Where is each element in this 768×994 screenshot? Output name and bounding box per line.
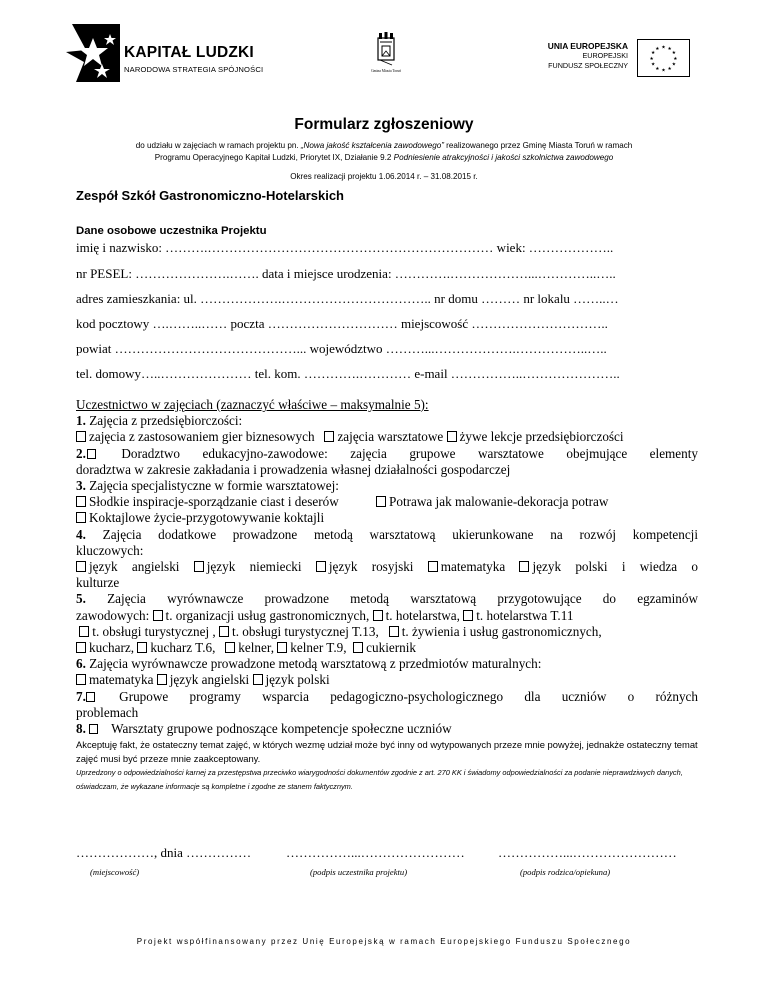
section-1-title: 1. Zajęcia z przedsiębiorczości: [76,413,243,429]
eu-logo [520,37,690,81]
option-confectioner[interactable]: cukiernik [353,640,416,655]
torun-logo [366,32,406,78]
checkbox[interactable] [373,610,383,621]
option-math[interactable]: matematyka [428,559,505,574]
section-6-title: 6. Zajęcia wyrównawcze prowadzone metodą warsztatową z przedmiotów maturalnych: [76,656,542,672]
option-tourism[interactable]: t. obsługi turystycznej , [79,624,215,639]
checkbox[interactable] [86,692,95,702]
option-sweet-inspirations[interactable]: Słodkie inspiracje-sporządzanie ciast i deserów [76,494,339,509]
form-title: Formularz zgłoszeniowy [294,116,474,133]
section-5-options-b [76,624,698,640]
option-business-games[interactable]: zajęcia z zastosowaniem gier biznesowych [76,429,315,444]
checkbox[interactable] [76,512,86,523]
intro-project-name: „Nowa jakość kształcenia zawodowego” [300,141,444,150]
participant-signature-caption: (podpis uczestnika projektu) [310,867,408,877]
intro-line2-a: Programu Operacyjnego Kapitał Ludzki, Priorytet IX, Działanie 9.2 [154,153,394,162]
section-2[interactable]: 2. Doradztwo edukacyjno-zawodowe: zajęcia grupowe warsztatowe obejmujące elementy [76,445,699,461]
checkbox[interactable] [76,674,86,685]
place-date-field[interactable]: ………………, dnia …………… [76,845,252,860]
section-5-title: 5. Zajęcia wyrównawcze prowadzone metodą warsztatową przygotowujące do egzaminów [76,591,698,607]
personal-data-heading: Dane osobowe uczestnika Projektu [76,225,267,237]
eu-flag-icon [637,39,690,77]
school-name: Zespół Szkół Gastronomiczno-Hotelarskich [76,188,344,203]
participation-section [76,397,698,737]
kapital-ludzki-star-icon [66,24,120,82]
checkbox[interactable] [376,496,386,507]
footer-cofinancing: Projekt współfinansowany przez Unię Europejską w ramach Europejskiego Funduszu Społecznego [136,937,632,946]
option-matura-math[interactable]: matematyka [76,672,153,687]
option-hotel[interactable]: t. hotelarstwa, [373,608,460,623]
svg-text:★: ★ [661,68,666,74]
intro-text [60,140,708,164]
pesel-birth-field[interactable]: nr PESEL: ………………….……. data i miejsce urodzenia: ………….………………...…………..….. [76,266,616,281]
option-polish-culture[interactable]: język polski i wiedza o [519,559,698,574]
option-catering-services[interactable]: t. organizacji usług gastronomicznych, [153,608,370,623]
section-3-options-a [76,494,698,510]
participant-signature-field[interactable]: ……………...…………………… [286,845,465,860]
checkbox[interactable] [353,642,363,653]
parent-signature-caption: (podpis rodzica/opiekuna) [520,867,611,877]
svg-text:★: ★ [649,56,654,62]
option-nutrition[interactable]: t. żywienia i usług gastronomicznych, [389,624,602,639]
checkbox[interactable] [76,642,86,653]
option-russian[interactable]: język rosyjski [316,559,414,574]
section-7[interactable]: 7. Grupowe programy wsparcia pedagogiczno-psychologicznego dla uczniów o różnych [76,688,699,704]
svg-text:★: ★ [671,51,677,57]
county-voivodeship-field[interactable]: powiat ……………………………………... województwo ………...……………….……………..….. [76,341,607,356]
svg-text:★: ★ [655,66,660,72]
option-german[interactable]: język niemiecki [194,559,302,574]
section-3-options-b [76,510,698,526]
checkbox[interactable] [76,496,86,507]
svg-text:★: ★ [667,66,672,72]
option-waiter[interactable]: kelner, [225,640,274,655]
checkbox[interactable] [76,561,86,572]
eu-fund-line1: EUROPEJSKI [582,51,628,60]
svg-text:★: ★ [667,46,672,52]
option-workshops[interactable]: zajęcia warsztatowe [324,429,443,444]
option-tourism-t13[interactable]: t. obsługi turystycznej T.13, [219,624,379,639]
option-dish-decoration[interactable]: Potrawa jak malowanie-dekoracja potraw [376,494,608,509]
option-cook[interactable]: kucharz, [76,640,134,655]
checkbox[interactable] [253,674,263,685]
intro-line1-a: do udziału w zajęciach w ramach projektu pn. [135,141,301,150]
checkbox[interactable] [463,610,473,621]
svg-text:★: ★ [671,62,677,68]
liability-statement: Uprzedzony o odpowiedzialności karnej za przestępstwa przeciwko wiarygodności dokumentów zgodnie z art. 270 KK i świadomy odpowiedzialności za podanie nieprawdziwych danych, oświadczam, że wykazane informacje są kompletne i zgodne ze stanem faktycznym. [76,768,683,791]
option-live-lessons[interactable]: żywe lekcje przedsiębiorczości [447,429,624,444]
svg-text:★: ★ [650,51,656,57]
svg-text:★: ★ [655,46,660,52]
section-6-options [76,672,698,688]
section-5-options-c [76,640,698,656]
option-cook-t6[interactable]: kucharz T.6, [137,640,215,655]
checkbox[interactable] [137,642,147,653]
section-4-options [76,559,698,575]
section-1-options [76,429,698,445]
intro-measure-name: Podniesienie atrakcyjności i jakości szkolnictwa zawodowego [393,153,614,162]
checkbox[interactable] [194,561,204,572]
checkbox[interactable] [316,561,326,572]
section-4-options-cont: kulturze [76,575,120,591]
checkbox[interactable] [87,449,96,459]
kapital-ludzki-title: KAPITAŁ LUDZKI [124,44,254,61]
intro-line1-b: realizowanego przez Gminę Miasta Toruń w ramach [443,141,633,150]
section-4-title: 4. Zajęcia dodatkowe prowadzone metodą warsztatową ukierunkowane na rozwój kompetencji [76,526,698,542]
svg-text:★: ★ [661,45,666,51]
phone-email-field[interactable]: tel. domowy…..………………… tel. kom. ………….………… e-mail ……………..………………….. [76,366,620,381]
kapital-ludzki-subtitle: NARODOWA STRATEGIA SPÓJNOŚCI [124,65,264,74]
checkbox[interactable] [519,561,529,572]
option-cocktails[interactable]: Koktajlowe życie-przygotowywanie koktajli [76,510,324,525]
section-4-title-cont: kluczowych: [76,542,144,558]
checkbox[interactable] [219,626,229,637]
checkbox[interactable] [79,626,89,637]
checkbox[interactable] [157,674,167,685]
address-field[interactable]: adres zamieszkania: ul. ……………….…………………………….. nr domu ……… nr lokalu ……..… [76,291,619,306]
checkbox[interactable] [153,610,163,621]
option-english[interactable]: język angielski [76,559,179,574]
eu-title: UNIA EUROPEJSKA [547,41,628,51]
section-8[interactable]: 8. Warsztaty grupowe podnoszące kompetencje społeczne uczniów [76,721,452,737]
eu-fund-line2: FUNDUSZ SPOŁECZNY [548,61,628,70]
checkbox[interactable] [389,626,399,637]
section-2-cont: doradztwa w zakresie zakładania i prowadzenia własnej działalności gospodarczej [76,461,511,477]
project-period: Okres realizacji projektu 1.06.2014 r. – 31.08.2015 r. [290,172,478,181]
option-waiter-t9[interactable]: kelner T.9, [277,640,346,655]
checkbox[interactable] [225,642,235,653]
checkbox[interactable] [428,561,438,572]
option-matura-english[interactable]: język angielski [157,672,249,687]
section-5-options-a: zawodowych: t. organizacji usług gastronomicznych, t. hotelarstwa, t. hotelarstwa T.11 [76,607,574,623]
option-hotel-t11[interactable]: t. hotelarstwa T.11 [463,608,573,623]
svg-text:★: ★ [650,62,656,68]
place-caption: (miejscowość) [90,867,140,877]
kapital-ludzki-logo [66,24,276,86]
checkbox[interactable] [447,431,457,442]
section-7-cont: problemach [76,704,139,720]
torun-caption: Gmina Miasta Toruń [371,69,401,73]
acceptance-statement: Akceptuję fakt, że ostateczny temat zajęć, w których wezmę udział może być inny od wytypowanych przeze mnie powyżej, jednakże ostateczny temat zajęć musi być przeze mnie zaakceptowany. [76,739,698,764]
option-matura-polish[interactable]: język polski [253,672,330,687]
eu-text-block [548,41,628,71]
svg-text:★: ★ [673,56,678,62]
checkbox[interactable] [89,724,98,734]
checkbox[interactable] [277,642,287,653]
torun-crest-icon [377,32,395,66]
checkbox[interactable] [324,431,334,442]
checkbox[interactable] [76,431,86,442]
participation-heading: Uczestnictwo w zajęciach (zaznaczyć właściwe – maksymalnie 5): [76,397,429,412]
section-3-title: 3. Zajęcia specjalistyczne w formie warsztatowej: [76,478,339,494]
parent-signature-field[interactable]: ……………...…………………… [498,845,677,860]
name-age-field[interactable]: imię i nazwisko: ……….………………………………………………………… wiek: ……………….. [76,240,614,255]
postal-city-field[interactable]: kod pocztowy ….……..…… poczta ………………………… miejscowość ………………………….. [76,316,608,331]
